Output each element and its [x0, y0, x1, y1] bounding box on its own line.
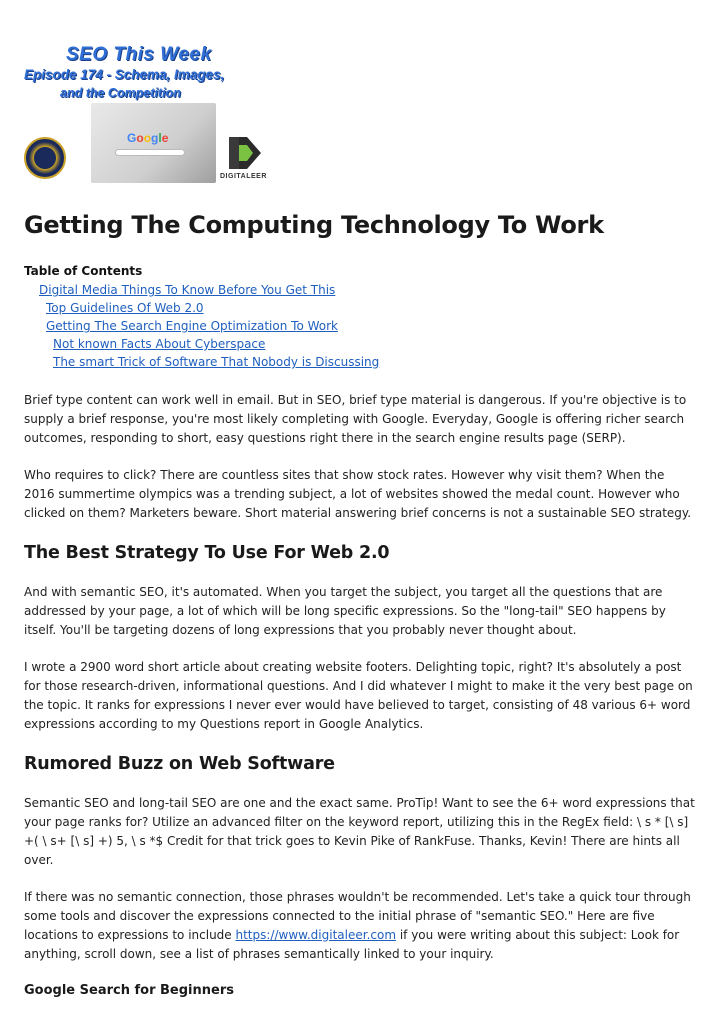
- toc-heading: Table of Contents: [24, 264, 143, 278]
- article: [24, 210, 696, 1000]
- banner-subtitle-line1: Episode 174 - Schema, Images,: [24, 67, 225, 82]
- toc-item: [24, 281, 696, 299]
- banner-subtitle-line2: and the Competition: [60, 86, 181, 100]
- section-heading: The Best Strategy To Use For Web 2.0: [24, 543, 390, 563]
- toc-item: [24, 299, 696, 317]
- paragraph-text: if you were writing about this subject: Look for anything, scroll down, see a list of phrases semantically linked to your inquiry.: [24, 928, 680, 961]
- section-heading: Rumored Buzz on Web Software: [24, 754, 335, 774]
- digitaleer-logo-text: DIGITALEER: [220, 173, 267, 180]
- banner-title: SEO This Week: [66, 44, 212, 65]
- section-paragraph: I wrote a 2900 word short article about creating website footers. Delighting topic, right? It's absolutely a post for those research-driven, informational questions. And I did whatever I might to make it the very best page on the topic. It ranks for expressions I never ever would have believed to target, consisting of 48 various 6+ word expressions according to my Questions report in Google Analytics.: [24, 660, 693, 731]
- intro-paragraph: Brief type content can work well in email. But in SEO, brief type material is dangerous. If you're objective is to supply a brief response, you're most likely completing with Google. Everyday, Google is offering richer search outcomes, responding to short, easy questions right there in the search engine results page (SERP).: [24, 393, 687, 445]
- google-logo: Google: [127, 131, 169, 145]
- toc-link[interactable]: Not known Facts About Cyberspace: [53, 337, 266, 351]
- toc-link[interactable]: The smart Trick of Software That Nobody is Discussing: [53, 355, 380, 369]
- toc-item: [24, 335, 696, 353]
- table-of-contents: [24, 281, 696, 371]
- toc-item: [24, 353, 696, 371]
- intro-paragraph: Who requires to click? There are countless sites that show stock rates. However why visit them? When the 2016 summertime olympics was a trending subject, a lot of websites showed the medal count. However who clicked on them? Marketers beware. Short material answering brief concerns is not a sustainable SEO strategy.: [24, 468, 692, 520]
- toc-link[interactable]: Getting The Search Engine Optimization To Work: [46, 319, 338, 333]
- subsection-heading: Google Search for Beginners: [24, 983, 234, 998]
- search-bar-graphic: [115, 149, 185, 156]
- toc-item: [24, 317, 696, 335]
- digitaleer-link[interactable]: https://www.digitaleer.com: [235, 928, 397, 942]
- toc-link[interactable]: Digital Media Things To Know Before You Get This: [39, 283, 336, 297]
- digitaleer-logo-icon: [225, 135, 265, 171]
- award-seal-icon: [24, 137, 66, 179]
- section-paragraph: Semantic SEO and long-tail SEO are one and the exact same. ProTip! Want to see the 6+ word expressions that your page ranks for? Utilize an advanced filter on the keyword report, utilizing this in the RegEx field: \ s * [\ s] +( \ s+ [\ s] +) 5, \ s *$ Credit for that trick goes to Kevin Pike of RankFuse. Thanks, Kevin! There are hints all over.: [24, 796, 695, 867]
- section-paragraph: [24, 888, 696, 964]
- header-banner-image: [22, 40, 272, 185]
- browser-screen-photo: [91, 103, 216, 183]
- toc-link[interactable]: Top Guidelines Of Web 2.0: [46, 301, 204, 315]
- article-title: Getting The Computing Technology To Work: [24, 211, 604, 239]
- section-paragraph: And with semantic SEO, it's automated. When you target the subject, you target all the questions that are addressed by your page, a lot of which will be long specific expressions. So the "long-tail" SEO happens by itself. You'll be targeting dozens of long expressions that you probably never thought about.: [24, 585, 666, 637]
- paragraph-text: If there was no semantic connection, those phrases wouldn't be recommended. Let's take a quick tour through some tools and discover the expressions connected to the initial phrase of "semantic SEO." Here are five locations to expressions to include: [24, 890, 691, 942]
